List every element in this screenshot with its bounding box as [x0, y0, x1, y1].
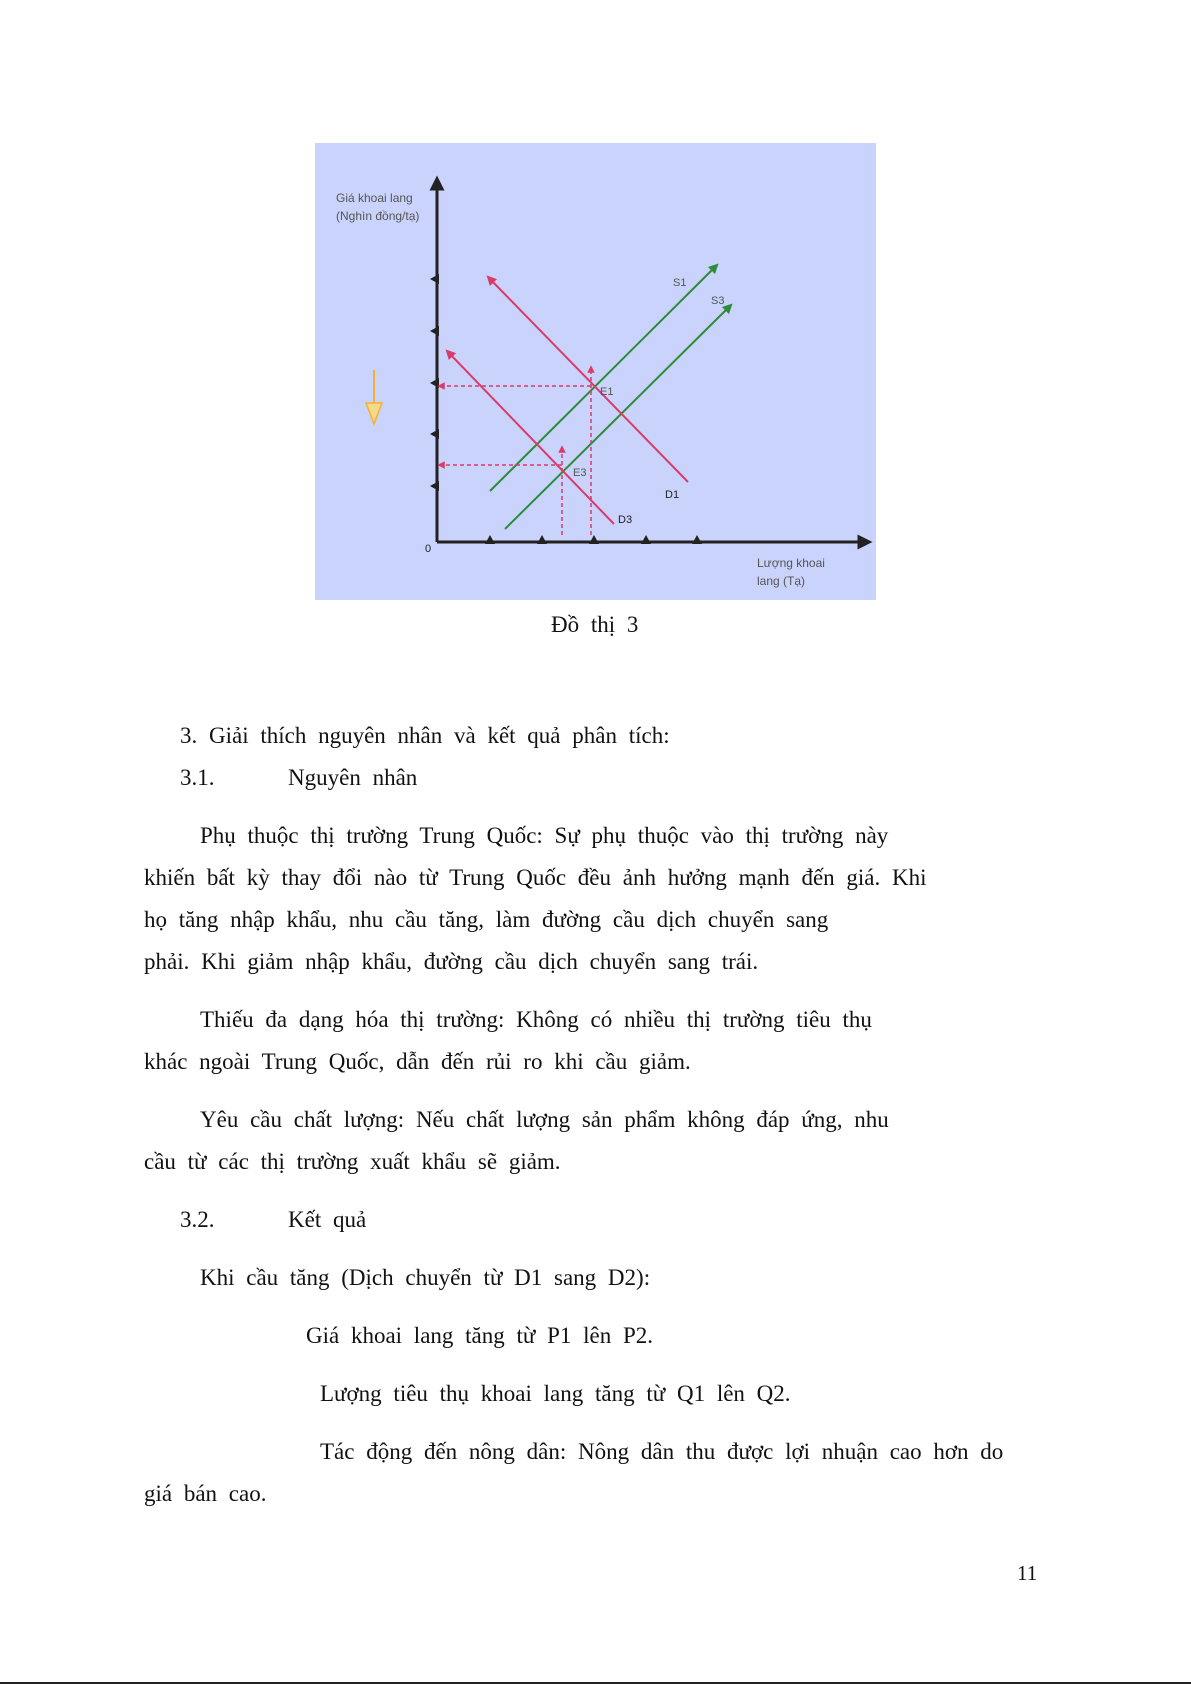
p1-line-3: họ tăng nhập khẩu, nhu cầu tăng, làm đường cầu dịch chuyển sang [144, 907, 829, 932]
supply-s1-line [490, 267, 715, 491]
result-item-price: Giá khoai lang tăng từ P1 lên P2. [306, 1323, 654, 1348]
x-tick [641, 535, 651, 544]
series-label-d1: D1 [665, 489, 680, 501]
y-tick [430, 378, 439, 388]
p3-line-2: cầu từ các thị trường xuất khẩu sẽ giảm. [144, 1149, 561, 1174]
demand-d1-line [490, 279, 688, 482]
point-label-e3: E3 [573, 467, 587, 479]
section-3-1-title: Nguyên nhân [288, 765, 418, 790]
result-item-farmers-line-1: Tác động đến nông dân: Nông dân thu được lợi nhuận cao hơn do [320, 1439, 1004, 1464]
result-item-farmers-line-2: giá bán cao. [144, 1481, 267, 1506]
x-axis-label-2: lang (Tạ) [757, 574, 806, 588]
y-tick [430, 429, 439, 439]
p3-line-1: Yêu cầu chất lượng: Nếu chất lượng sản phẩm không đáp ứng, nhu [200, 1107, 889, 1132]
p2-line-1: Thiếu đa dạng hóa thị trường: Không có nhiều thị trường tiêu thụ [200, 1007, 872, 1032]
p2-line-2: khác ngoài Trung Quốc, dẫn đến rủi ro khi cầu giảm. [144, 1049, 691, 1074]
section-3-2-number: 3.2. [180, 1207, 215, 1232]
section-3-1-number: 3.1. [180, 765, 215, 790]
p1-line-2: khiến bất kỳ thay đổi nào từ Trung Quốc đều ảnh hưởng mạnh đến giá. Khi [144, 865, 927, 890]
y-axis-label-2: (Nghìn đồng/tạ) [336, 209, 420, 223]
y-axis-label-1: Giá khoai lang [336, 191, 413, 205]
y-tick [430, 274, 439, 284]
series-label-d3: D3 [618, 514, 633, 526]
x-tick [589, 535, 599, 544]
x-axis-label-1: Lượng khoai [757, 556, 825, 570]
figure-caption: Đồ thị 3 [551, 612, 639, 637]
series-label-s1: S1 [673, 277, 687, 289]
x-tick [537, 535, 547, 544]
result-item-quantity: Lượng tiêu thụ khoai lang tăng từ Q1 lên Q2. [320, 1381, 791, 1406]
series-label-s3: S3 [711, 295, 725, 307]
page-bottom-rule [0, 1682, 1191, 1684]
y-tick [430, 481, 439, 491]
x-tick [485, 535, 495, 544]
point-label-e1: E1 [600, 386, 614, 398]
price-decrease-arrow-icon [366, 370, 382, 424]
demand-d3-line [449, 353, 614, 524]
origin-label: 0 [425, 543, 432, 555]
p1-line-1: Phụ thuộc thị trường Trung Quốc: Sự phụ thuộc vào thị trường này [200, 823, 889, 848]
result-intro: Khi cầu tăng (Dịch chuyển từ D1 sang D2): [200, 1265, 651, 1290]
section-3-heading: 3. Giải thích nguyên nhân và kết quả phân tích: [180, 723, 670, 748]
demand-supply-chart [315, 143, 876, 600]
supply-s3-line [505, 307, 729, 529]
y-tick [430, 326, 439, 336]
chart-svg [315, 143, 876, 600]
page-number: 11 [1017, 1561, 1038, 1585]
section-3-2-title: Kết quả [288, 1207, 367, 1232]
x-tick [692, 535, 702, 544]
p1-line-4: phải. Khi giảm nhập khẩu, đường cầu dịch chuyển sang trái. [144, 949, 759, 974]
